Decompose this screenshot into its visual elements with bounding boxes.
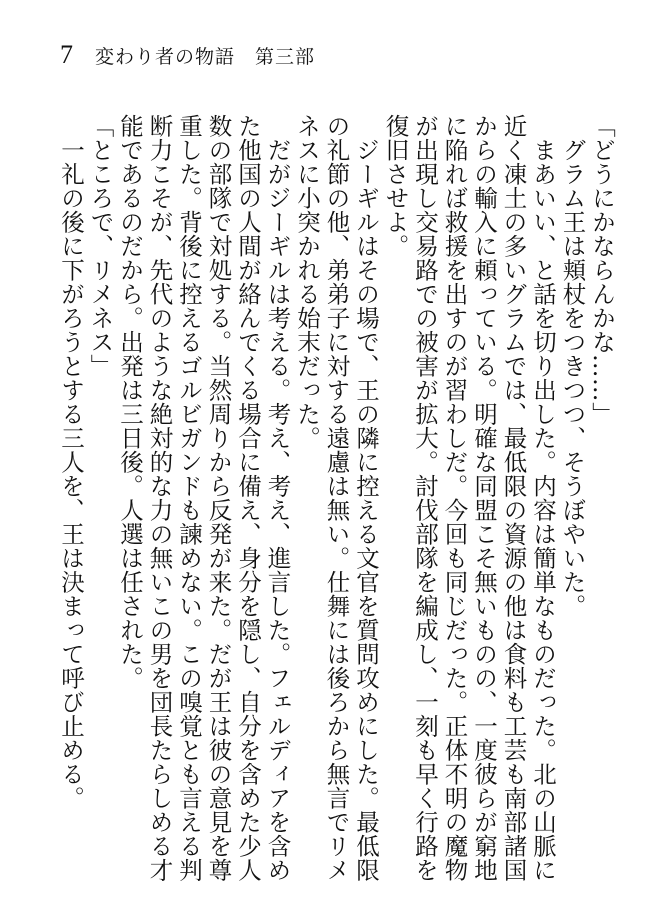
page-header [60, 40, 315, 74]
paragraph-2: グラム王は頬杖をつきつつ、そうぼやいた。 [558, 114, 587, 618]
paragraph-3: まあいい、と話を切り出した。内容は簡単なものだった。北の山脈に近く凍土の多いグラムでは、最低限の資源の他は食料も工芸も南部諸国からの輸入に頼っている。明確な同盟こそ無いものの、一度彼らが窮地に陥れば救援を出すのが習わしだ。今回も同じだった。正体不明の魔物が出現し交易路での被害が拡大。討伐部隊を編成し、一刻も早く行路を復旧させよ。 [381, 114, 557, 882]
paragraph-1: 「どうにかならんかな……」 [588, 114, 616, 426]
paragraph-4: ジーギルはその場で、王の隣に控える文官を質問攻めにした。最低限の礼節の他、弟弟子に対する遠慮は無い。仕舞には後ろから無言でリメネスに小突かれる始末だった。 [293, 114, 380, 882]
paragraph-7: 一礼の後に下がろうとする三人を、王は決まって呼び止める。 [57, 114, 85, 810]
page-number: 7 [60, 40, 73, 69]
vertical-body-text [36, 114, 616, 884]
paragraph-5: だがジーギルは考える。考え、考え、進言した。フェルディアを含めた他国の人間が絡んでくる場合に備え、身分を隠し、自分を含めた少人数の部隊で対処する。当然周りから反発が来た。だが王は彼の意見を尊重した。背後に控えるゴルビガンドも諫めない。この嗅覚とも言える判断力こそが、先代のような絶対的な力の無いこの男を団長たらしめる才能であるのだから。出発は三日後。人選は任された。 [116, 114, 292, 882]
paragraph-6: 「ところで、リメネス」 [86, 114, 115, 378]
running-title: 変わり者の物語 第三部 [95, 46, 316, 68]
